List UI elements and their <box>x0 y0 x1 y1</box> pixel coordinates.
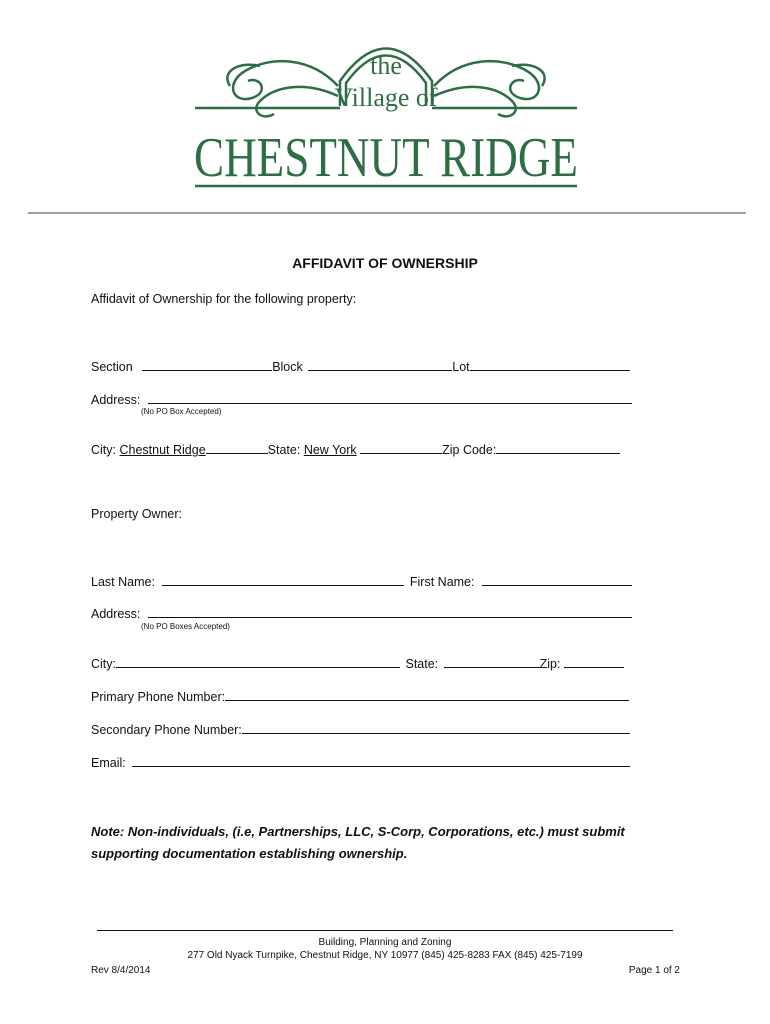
primary-phone-field[interactable] <box>225 688 629 701</box>
owner-address-row <box>91 605 632 621</box>
city-line <box>206 441 268 454</box>
primary-phone-label: Primary Phone Number: <box>91 690 226 704</box>
owner-address-note: (No PO Boxes Accepted) <box>141 622 230 631</box>
lot-label: Lot <box>452 360 470 374</box>
name-row <box>91 573 632 589</box>
zip-field[interactable] <box>496 441 620 454</box>
section-row <box>91 358 630 374</box>
lot-field[interactable] <box>470 358 630 371</box>
owner-state-field[interactable] <box>444 655 540 668</box>
owner-zip-label: Zip: <box>539 657 561 671</box>
secondary-phone-row <box>91 721 630 737</box>
first-name-field[interactable] <box>482 573 632 586</box>
owner-heading: Property Owner: <box>91 507 183 521</box>
secondary-phone-label: Secondary Phone Number: <box>91 723 242 737</box>
owner-city-field[interactable] <box>116 655 400 668</box>
owner-address-field[interactable] <box>148 605 632 618</box>
section-label: Section <box>91 360 133 374</box>
last-name-field[interactable] <box>162 573 404 586</box>
city-row <box>91 441 620 457</box>
first-name-label: First Name: <box>409 575 475 589</box>
logo-village-of: Village of <box>334 83 438 112</box>
logo-the: the <box>370 51 402 80</box>
state-label: State: <box>267 443 301 457</box>
zip-label: Zip Code: <box>442 443 497 457</box>
owner-state-label: State: <box>405 657 439 671</box>
owner-city-label: City: <box>91 657 116 671</box>
address-note: (No PO Box Accepted) <box>141 407 222 416</box>
footer-page-number: Page 1 of 2 <box>628 965 680 976</box>
secondary-phone-field[interactable] <box>242 721 630 734</box>
state-value: New York <box>303 443 357 457</box>
address-label: Address: <box>91 393 141 407</box>
email-row <box>91 754 630 770</box>
block-field[interactable] <box>308 358 452 371</box>
city-label: City: <box>91 443 116 457</box>
intro-text: Affidavit of Ownership for the following property: <box>91 292 357 306</box>
email-field[interactable] <box>132 754 630 767</box>
last-name-label: Last Name: <box>91 575 155 589</box>
logo-chestnut-ridge: CHESTNUT RIDGE <box>194 127 578 189</box>
ownership-note: Note: Non-individuals, (i.e, Partnerships, LLC, S-Corp, Corporations, etc.) must submit supporting documentation establishing ownership. <box>91 824 625 861</box>
header-divider <box>28 212 746 214</box>
village-logo <box>190 26 582 192</box>
document-title: AFFIDAVIT OF OWNERSHIP <box>292 255 478 271</box>
city-value: Chestnut Ridge <box>119 443 206 457</box>
footer-address: 277 Old Nyack Turnpike, Chestnut Ridge, NY 10977 (845) 425-8283 FAX (845) 425-7199 <box>187 950 583 961</box>
footer-divider <box>97 930 673 931</box>
block-label: Block <box>272 360 303 374</box>
footer-revision: Rev 8/4/2014 <box>91 965 151 976</box>
section-field[interactable] <box>142 358 272 371</box>
owner-address-label: Address: <box>91 607 141 621</box>
footer-department: Building, Planning and Zoning <box>318 937 452 948</box>
email-label: Email: <box>91 756 126 770</box>
address-row <box>91 391 632 407</box>
owner-city-row <box>91 655 624 671</box>
address-field[interactable] <box>148 391 632 404</box>
state-line <box>360 441 442 454</box>
owner-zip-field[interactable] <box>564 655 624 668</box>
primary-phone-row <box>91 688 629 704</box>
